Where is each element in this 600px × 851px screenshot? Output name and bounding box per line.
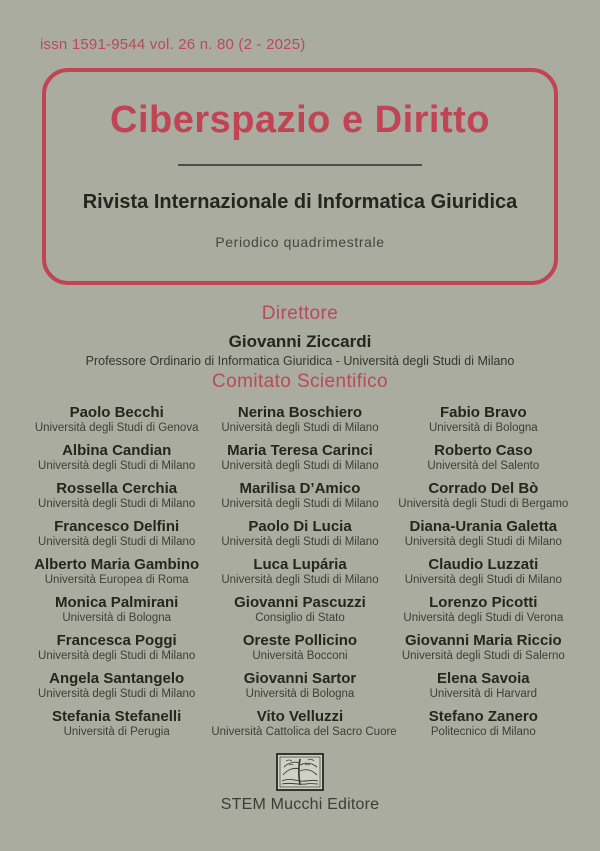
journal-subtitle: Rivista Internazionale di Informatica Giuridica [82, 191, 518, 213]
member-name: Marilisa D’Amico [239, 480, 361, 497]
member-name: Giovanni Maria Riccio [404, 632, 562, 649]
member-name: Luca Lupária [253, 556, 347, 573]
member-name: Fabio Bravo [439, 404, 527, 421]
member-name: Paolo Di Lucia [248, 518, 352, 535]
member-affiliation: Università degli Studi di Milano [38, 650, 196, 662]
committee-member [28, 480, 205, 511]
committee-member [28, 594, 205, 625]
member-name: Monica Palmirani [54, 594, 179, 611]
committee-member [395, 480, 572, 511]
member-affiliation: Università degli Studi di Milano [221, 536, 379, 548]
member-name: Roberto Caso [434, 442, 533, 459]
member-affiliation: Università di Bologna [62, 612, 171, 624]
committee-member [211, 632, 388, 663]
committee-member [395, 518, 572, 549]
committee-member [211, 480, 388, 511]
committee-member [28, 442, 205, 473]
member-name: Stefano Zanero [428, 708, 538, 725]
title-box [42, 68, 558, 285]
committee-member [395, 708, 572, 739]
member-name: Elena Savoia [437, 670, 530, 687]
committee-member [28, 556, 205, 587]
issn-volume-line: issn 1591-9544 vol. 26 n. 80 (2 - 2025) [40, 36, 306, 53]
committee-member [211, 670, 388, 701]
journal-tagline: Periodico quadrimestrale [215, 234, 385, 250]
member-name: Francesca Poggi [56, 632, 177, 649]
director-section [0, 303, 600, 369]
member-name: Angela Santangelo [49, 670, 185, 687]
member-name: Alberto Maria Gambino [34, 556, 200, 573]
committee-member [395, 404, 572, 435]
member-name: Corrado Del Bò [428, 480, 539, 497]
committee-member [211, 442, 388, 473]
member-affiliation: Università degli Studi di Salerno [401, 650, 565, 662]
member-affiliation: Università degli Studi di Milano [38, 688, 196, 700]
director-name: Giovanni Ziccardi [228, 332, 372, 351]
committee-member [28, 708, 205, 739]
member-affiliation: Università di Bologna [245, 688, 355, 700]
member-affiliation: Università Europea di Roma [44, 574, 189, 586]
committee-member [395, 632, 572, 663]
member-affiliation: Politecnico di Milano [430, 726, 536, 738]
director-affiliation: Professore Ordinario di Informatica Giuridica - Università degli Studi di Milano [85, 354, 515, 368]
member-name: Claudio Luzzati [428, 556, 539, 573]
member-affiliation: Università degli Studi di Milano [404, 536, 562, 548]
member-affiliation: Università del Salento [427, 460, 540, 472]
publisher-name: STEM Mucchi Editore [220, 796, 380, 813]
member-affiliation: Università degli Studi di Milano [221, 498, 379, 510]
member-affiliation: Università degli Studi di Milano [221, 460, 379, 472]
committee-member [28, 632, 205, 663]
member-name: Lorenzo Picotti [429, 594, 538, 611]
committee-heading: Comitato Scientifico [212, 371, 388, 392]
member-name: Giovanni Sartor [243, 670, 357, 687]
publisher-footer [0, 753, 600, 814]
member-affiliation: Università di Harvard [429, 688, 537, 700]
director-heading: Direttore [261, 303, 339, 324]
member-name: Diana-Urania Galetta [409, 518, 558, 535]
member-affiliation: Università degli Studi di Milano [221, 574, 379, 586]
title-divider [178, 164, 422, 166]
member-name: Paolo Becchi [69, 404, 164, 421]
committee-member [395, 594, 572, 625]
member-affiliation: Università Cattolica del Sacro Cuore [211, 726, 397, 738]
committee-member [211, 556, 388, 587]
committee-member [395, 670, 572, 701]
committee-member [211, 708, 397, 739]
member-name: Giovanni Pascuzzi [234, 594, 366, 611]
committee-member [395, 442, 572, 473]
member-affiliation: Università Bocconi [252, 650, 348, 662]
journal-title: Ciberspazio e Diritto [110, 99, 490, 141]
committee-member [28, 404, 205, 435]
member-name: Stefania Stefanelli [52, 708, 182, 725]
member-name: Francesco Delfini [54, 518, 180, 535]
member-affiliation: Università degli Studi di Bergamo [398, 498, 569, 510]
woodcut-emblem-icon [276, 753, 324, 791]
member-affiliation: Consiglio di Stato [255, 612, 345, 624]
member-affiliation: Università degli Studi di Genova [34, 422, 199, 434]
member-affiliation: Università degli Studi di Milano [38, 536, 196, 548]
member-name: Albina Candian [62, 442, 172, 459]
committee-member [211, 594, 388, 625]
member-affiliation: Università degli Studi di Verona [403, 612, 564, 624]
member-name: Nerina Boschiero [237, 404, 363, 421]
member-affiliation: Università degli Studi di Milano [38, 498, 196, 510]
committee-member [211, 404, 388, 435]
member-affiliation: Università di Perugia [63, 726, 170, 738]
committee-member [28, 670, 205, 701]
member-affiliation: Università degli Studi di Milano [221, 422, 379, 434]
member-name: Oreste Pollicino [242, 632, 358, 649]
committee-grid [28, 404, 572, 739]
member-name: Maria Teresa Carinci [227, 442, 373, 459]
committee-member [28, 518, 205, 549]
committee-member [211, 518, 388, 549]
member-affiliation: Università degli Studi di Milano [38, 460, 196, 472]
member-name: Rossella Cerchia [56, 480, 178, 497]
committee-member [395, 556, 572, 587]
member-name: Vito Velluzzi [256, 708, 344, 725]
member-affiliation: Università di Bologna [428, 422, 538, 434]
member-affiliation: Università degli Studi di Milano [404, 574, 562, 586]
